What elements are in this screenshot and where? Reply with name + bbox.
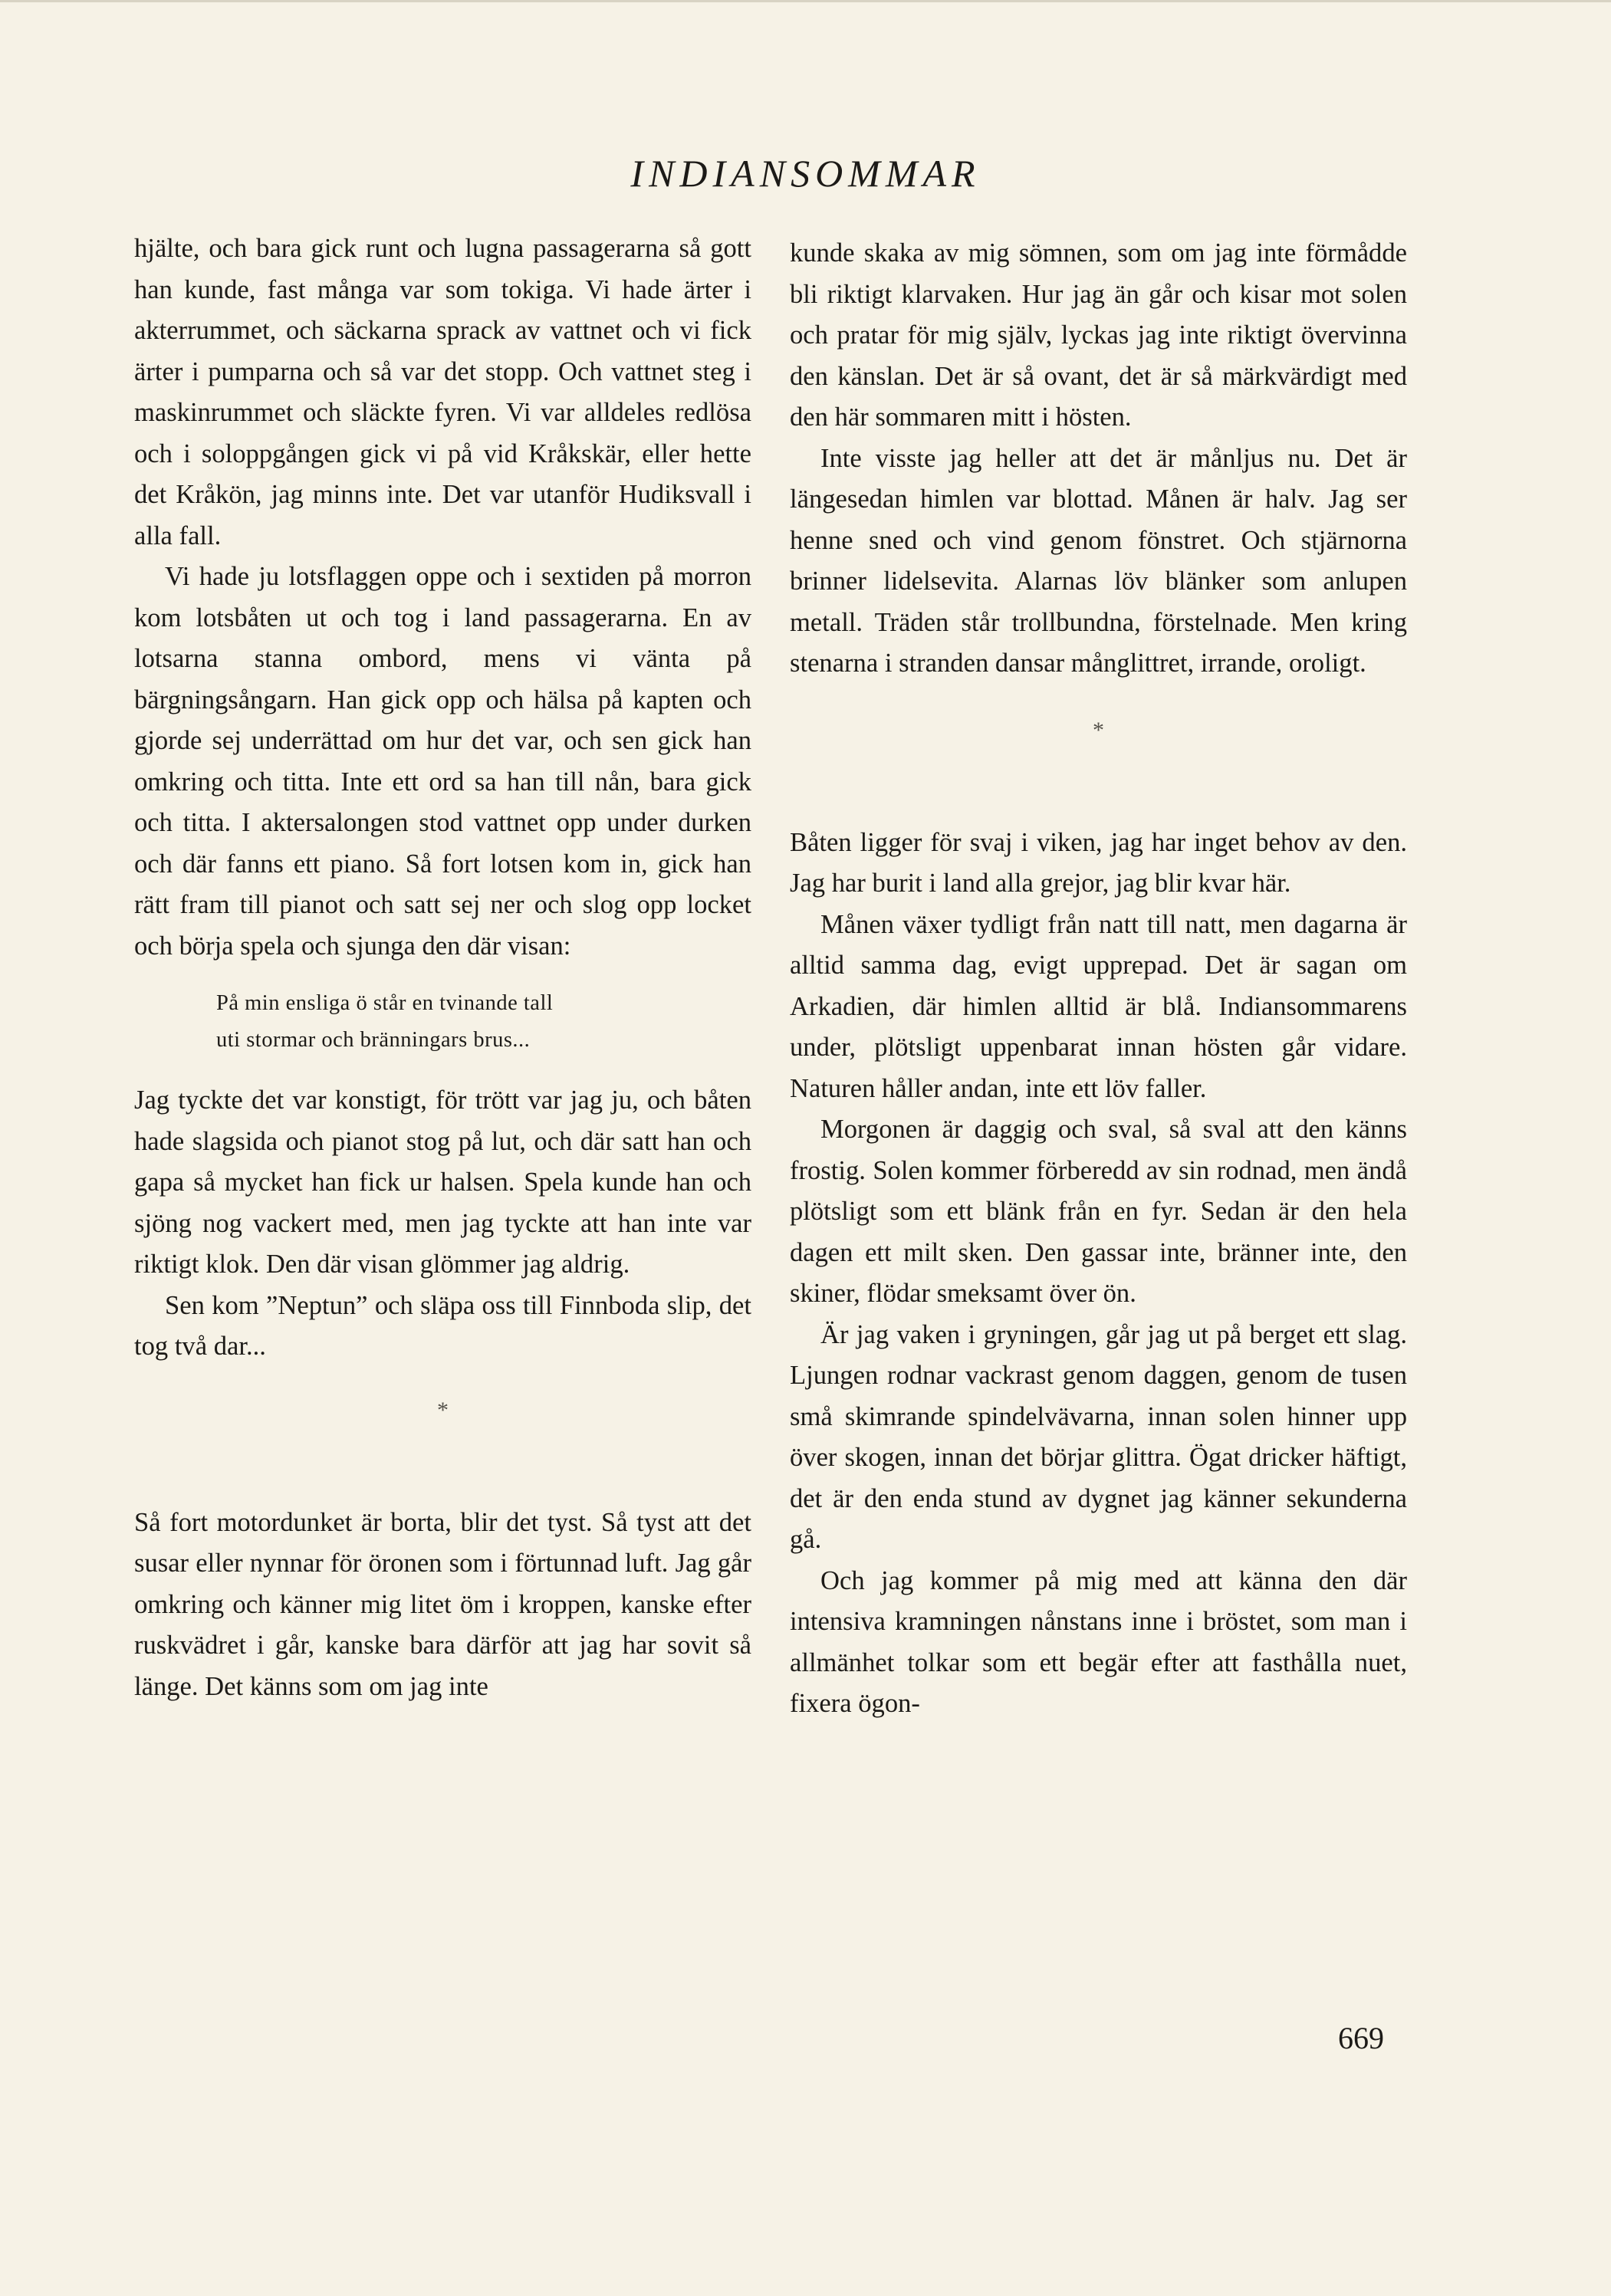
right-column <box>790 233 1407 1725</box>
left-column <box>134 228 751 1707</box>
running-head: INDIANSOMMAR <box>630 152 981 195</box>
right-paragraph-2: Inte visste jag heller att det är månljus nu. Det är längesedan himlen var blottad. Månen är halv. Jag ser henne sned och vind genom fönstret. Och stjärnorna brinner lidelsevita. Alarnas löv blänker som anlupen metall. Träden står trollbundna, förstelnade. Men kring stenarna i stranden dansar månglittret, irrande, oroligt. <box>790 443 1407 678</box>
top-edge-rule <box>0 0 1611 2</box>
page-number: 669 <box>1338 2021 1384 2055</box>
left-paragraph-2: Vi hade ju lotsflaggen oppe och i sextiden på morron kom lotsbåten ut och tog i land passagerarna. En av lotsarna stanna ombord, mens vi vänta på bärgningsångarn. Han gick opp och hälsa på kapten och gjorde sej underrättad om hur det var, och sen gick han omkring och titta. Inte ett ord sa han till nån, bara gick och titta. I aktersalongen stod vattnet opp under durken och där fanns ett piano. Så fort lotsen kom in, gick han rätt fram till pianot och satt sej ner och slog opp locket och börja spela och sjunga den där visan: <box>134 562 751 961</box>
left-paragraph-5: Så fort motordunket är borta, blir det tyst. Så tyst att det susar eller nynnar för öronen som i förtunnad luft. Jag går omkring och känner mig litet öm i kroppen, kanske efter ruskvädret i går, kanske bara därför att jag har sovit så länge. Det känns som om jag inte <box>134 1507 751 1701</box>
section-break-asterisk-right: * <box>1093 717 1104 743</box>
right-paragraph-1: kunde skaka av mig sömnen, som om jag inte förmådde bli riktigt klarvaken. Hur jag än går och kisar mot solen och pratar för mig själv, lyckas jag inte riktigt övervinna den känslan. Det är så ovant, det är så märkvärdigt med den här sommaren mitt i hösten. <box>790 238 1407 432</box>
right-paragraph-6: Är jag vaken i gryningen, går jag ut på berget ett slag. Ljungen rodnar vackrast genom daggen, genom de tusen små skimrande spindelvävarna, innan solen hinner upp över skogen, innan det börjar glittra. Ögat dricker häftigt, det är den enda stund av dygnet jag känner sekunderna gå. <box>790 1319 1407 1554</box>
right-paragraph-7: Och jag kommer på mig med att känna den där intensiva kramningen nånstans inne i bröstet, som man i allmänhet tolkar som ett begär efter att fasthålla nuet, fixera ögon- <box>790 1565 1407 1718</box>
song-quote-line-1: På min ensliga ö står en tvinande tall <box>216 991 554 1015</box>
song-quote-line-2: uti stormar och bränningars brus... <box>216 1028 531 1052</box>
right-paragraph-5: Morgonen är daggig och sval, så sval att den känns frostig. Solen kommer förberedd av sin rodnad, men ändå plötsligt som ett blänk från en fyr. Sedan är den hela dagen ett milt sken. Den gassar inte, bränner inte, den skiner, flödar smeksamt över ön. <box>790 1115 1407 1308</box>
right-paragraph-3: Båten ligger för svaj i viken, jag har inget behov av den. Jag har burit i land alla grejor, jag blir kvar här. <box>790 827 1407 898</box>
left-paragraph-1: hjälte, och bara gick runt och lugna passagerarna så gott han kunde, fast många var som tokiga. Vi hade ärter i akterrummet, och säckarna sprack av vattnet och vi fick ärter i pumparna och så var det stopp. Och vattnet steg i maskinrummet och släckte fyren. Vi var alldeles redlösa och i soloppgången gick vi på vid Kråkskär, eller hette det Kråkön, jag minns inte. Det var utanför Hudiksvall i alla fall. <box>134 234 751 550</box>
left-paragraph-4: Sen kom ”Neptun” och släpa oss till Finnboda slip, det tog två dar... <box>134 1290 751 1361</box>
section-break-asterisk-left: * <box>437 1397 449 1423</box>
right-paragraph-4: Månen växer tydligt från natt till natt, men dagarna är alltid samma dag, evigt upprepad. Det är sagan om Arkadien, där himlen alltid är blå. Indiansommarens under, plötsligt uppenbarat innan hösten går vidare. Naturen håller andan, inte ett löv faller. <box>790 909 1407 1103</box>
left-paragraph-3: Jag tyckte det var konstigt, för trött var jag ju, och båten hade slagsida och pianot stog på lut, och där satt han och gapa så mycket han fick ur halsen. Spela kunde han och sjöng nog vackert med, men jag tyckte att han inte var riktigt klok. Den där visan glömmer jag aldrig. <box>134 1086 751 1279</box>
song-quote <box>216 985 751 1059</box>
